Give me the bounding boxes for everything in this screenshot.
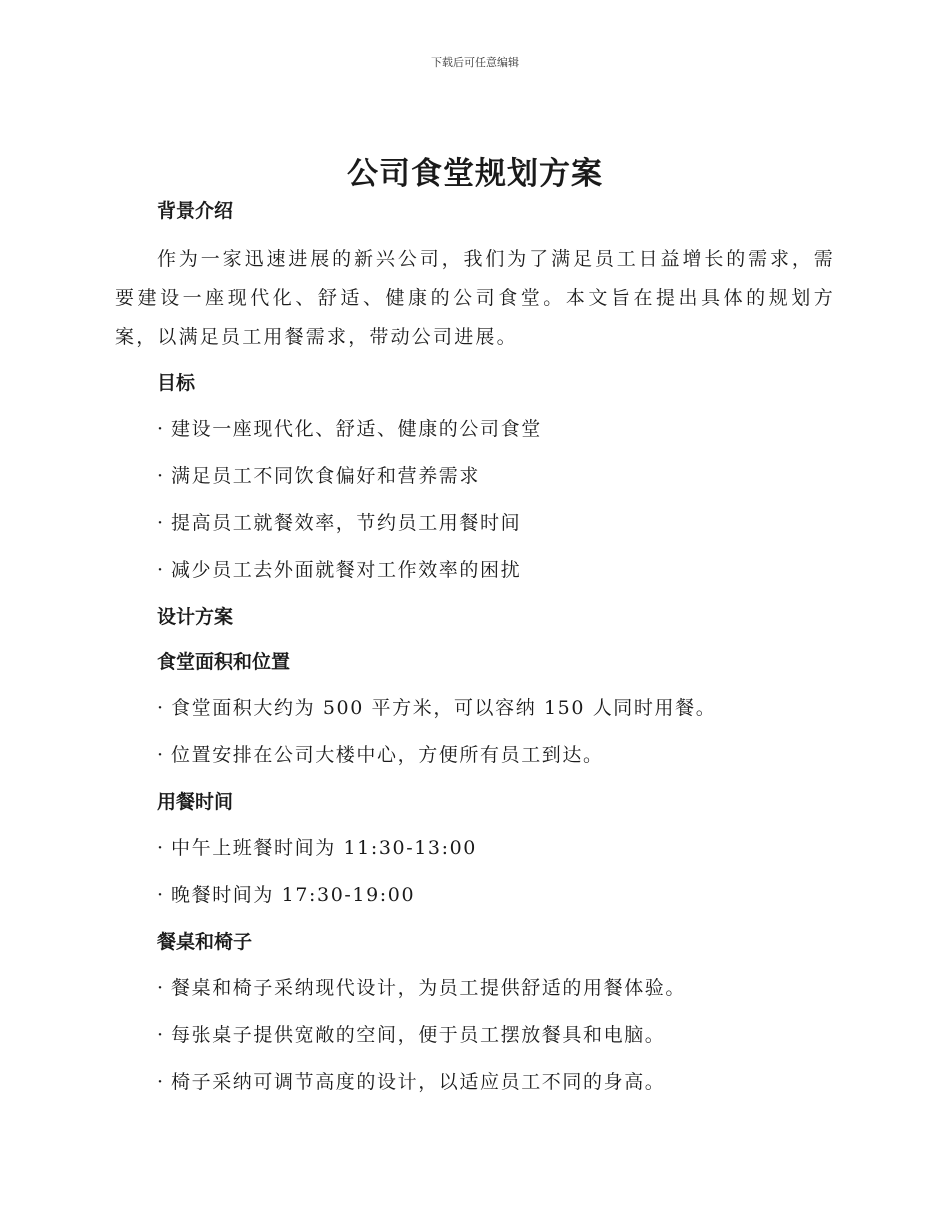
hours-list: [115, 825, 835, 919]
list-item: · 晚餐时间为 17:30-19:00: [115, 872, 835, 919]
goals-list: [115, 406, 835, 594]
section-heading-goals: 目标: [157, 372, 196, 394]
list-item: · 提高员工就餐效率，节约员工用餐时间: [115, 500, 835, 547]
subheading-meal-hours: 用餐时间: [157, 791, 234, 813]
list-item: · 椅子采纳可调节高度的设计，以适应员工不同的身高。: [115, 1059, 835, 1106]
list-item: · 减少员工去外面就餐对工作效率的困扰: [115, 547, 835, 594]
bullet-icon: ·: [157, 744, 164, 766]
document-title: 公司食堂规划方案: [347, 156, 603, 192]
document-body: [115, 196, 835, 1106]
bullet-icon: ·: [157, 559, 164, 581]
bullet-icon: ·: [157, 1024, 164, 1046]
bullet-icon: ·: [157, 977, 164, 999]
bullet-icon: ·: [157, 465, 164, 487]
bullet-icon: ·: [157, 837, 164, 859]
list-item: · 餐桌和椅子采纳现代设计，为员工提供舒适的用餐体验。: [115, 965, 835, 1012]
header-note: 下载后可任意编辑: [431, 56, 519, 69]
list-item: · 位置安排在公司大楼中心，方便所有员工到达。: [115, 732, 835, 779]
background-paragraph: 作为一家迅速进展的新兴公司，我们为了满足员工日益增长的需求，需要建设一座现代化、舒适、健康的公司食堂。本文旨在提出具体的规划方案，以满足员工用餐需求，带动公司进展。: [115, 248, 835, 348]
subheading-area-location: 食堂面积和位置: [157, 651, 291, 673]
list-item: · 满足员工不同饮食偏好和营养需求: [115, 453, 835, 500]
list-item: · 每张桌子提供宽敞的空间，便于员工摆放餐具和电脑。: [115, 1012, 835, 1059]
bullet-icon: ·: [157, 1071, 164, 1093]
furniture-list: [115, 965, 835, 1106]
list-item: · 中午上班餐时间为 11:30-13:00: [115, 825, 835, 872]
area-list: [115, 685, 835, 779]
bullet-icon: ·: [157, 512, 164, 534]
section-heading-background: 背景介绍: [157, 200, 234, 222]
subheading-tables-chairs: 餐桌和椅子: [157, 931, 253, 953]
bullet-icon: ·: [157, 697, 164, 719]
list-item: · 食堂面积大约为 500 平方米，可以容纳 150 人同时用餐。: [115, 685, 835, 732]
section-heading-design: 设计方案: [157, 606, 234, 628]
bullet-icon: ·: [157, 884, 164, 906]
list-item: · 建设一座现代化、舒适、健康的公司食堂: [115, 406, 835, 453]
bullet-icon: ·: [157, 418, 164, 440]
